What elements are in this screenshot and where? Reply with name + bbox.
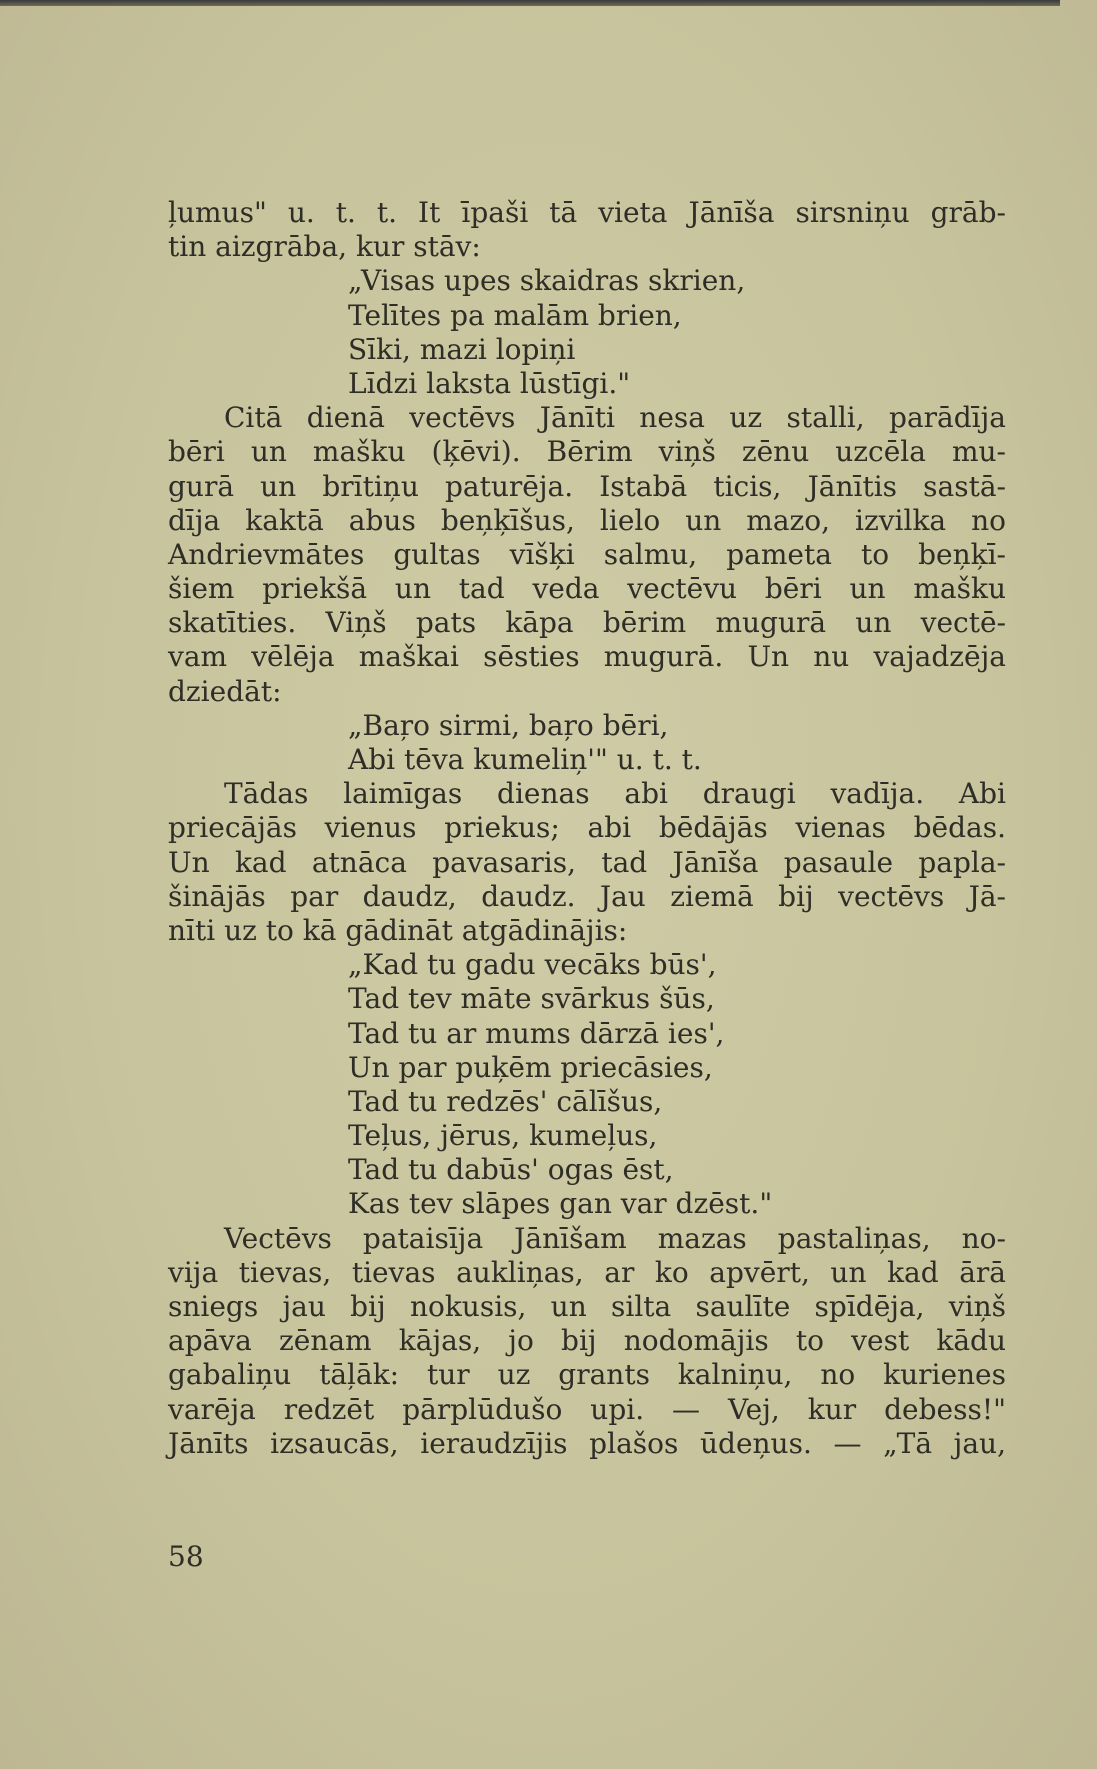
text-line: Tādas laimīgas dienas abi draugi vadīja. Abi <box>224 777 1006 811</box>
text-line: skatīties. Viņš pats kāpa bērim mugurā un vectē- <box>168 606 1006 640</box>
verse-line: „Baŗo sirmi, baŗo bēri, <box>348 708 669 742</box>
text-line: sniegs jau bij nokusis, un silta saulīte spīdēja, viņš <box>168 1290 1006 1323</box>
verse-line: Tad tu dabūs' ogas ēst, <box>348 1153 674 1187</box>
page-top-edge <box>0 0 1060 6</box>
text-line: gabaliņu tāļāk: tur uz grants kalniņu, no kurienes <box>168 1358 1006 1392</box>
text-line: vam vēlēja maškai sēsties mugurā. Un nu vajadzēja <box>168 640 1006 674</box>
text-line: ļumus" u. t. t. It īpaši tā vieta Jānīša sirsniņu grāb- <box>168 196 1006 229</box>
verse-line: „Visas upes skaidras skrien, <box>348 264 746 298</box>
verse-line: Telītes pa malām brien, <box>348 298 682 332</box>
text-line: varēja redzēt pārplūdušo upi. — Vej, kur debess!" <box>168 1392 1006 1426</box>
text-line: priecājās vienus priekus; abi bēdājās vienas bēdas. <box>168 811 1006 845</box>
text-line: tin aizgrāba, kur stāv: <box>168 230 481 264</box>
verse-line: Un par puķēm priecāsies, <box>348 1050 713 1084</box>
text-line: gurā un brītiņu paturēja. Istabā ticis, Jānītis sastā- <box>168 469 1006 503</box>
verse-line: Sīki, mazi lopiņi <box>348 332 576 366</box>
text-line: bēri un mašku (ķēvi). Bērim viņš zēnu uzcēla mu- <box>168 435 1006 469</box>
text-line: dīja kaktā abus beņķīšus, lielo un mazo, izvilka no <box>168 503 1006 537</box>
text-line: Vectēvs pataisīja Jānīšam mazas pastaliņas, no- <box>224 1221 1006 1255</box>
text-line: nīti uz to kā gādināt atgādinājis: <box>168 913 628 947</box>
verse-line: Līdzi laksta lūstīgi." <box>348 366 631 400</box>
text-line: apāva zēnam kājas, jo bij nodomājis to vest kādu <box>168 1324 1006 1358</box>
text-line: šinājās par daudz, daudz. Jau ziemā bij vectēvs Jā- <box>168 879 1006 913</box>
verse-line: Teļus, jērus, kumeļus, <box>348 1119 658 1153</box>
text-line: Un kad atnāca pavasaris, tad Jānīša pasaule papla- <box>168 845 1006 879</box>
verse-line: Kas tev slāpes gan var dzēst." <box>348 1187 773 1221</box>
verse-line: Tad tu redzēs' cālīšus, <box>348 1084 663 1118</box>
verse-line: Abi tēva kumeliņ'" u. t. t. <box>348 743 702 776</box>
text-line: Citā dienā vectēvs Jānīti nesa uz stalli, parādīja <box>224 401 1006 435</box>
text-line: Andrievmātes gultas vīšķi salmu, pameta to beņķī- <box>168 537 1006 571</box>
verse-line: Tad tu ar mums dārzā ies', <box>348 1016 725 1050</box>
text-line: vija tievas, tievas aukliņas, ar ko apvērt, un kad ārā <box>168 1255 1006 1289</box>
verse-line: Tad tev māte svārkus šūs, <box>348 982 715 1016</box>
verse-line: „Kad tu gadu vecāks būs', <box>348 948 717 982</box>
text-line: dziedāt: <box>168 674 282 708</box>
text-line: šiem priekšā un tad veda vectēvu bēri un mašku <box>168 572 1006 606</box>
page-number: 58 <box>168 1540 204 1573</box>
page-body-text <box>168 196 1006 1461</box>
text-line: Jānīts izsaucās, ieraudzījis plašos ūdeņus. — „Tā jau, <box>168 1426 1006 1460</box>
